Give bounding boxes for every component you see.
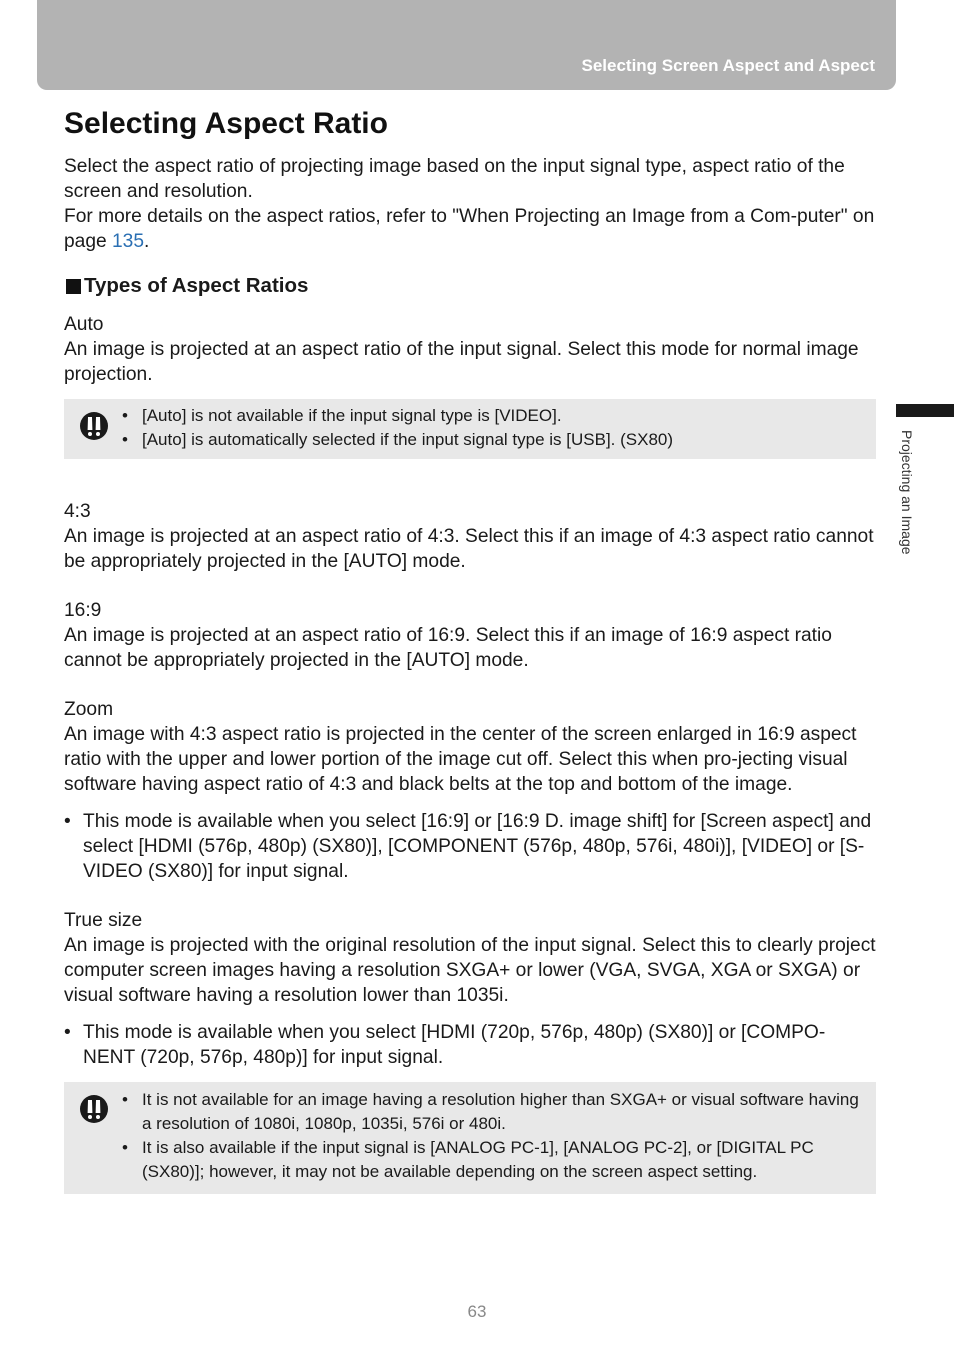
zoom-bullet-list bbox=[64, 809, 876, 884]
desc-4-3: An image is projected at an aspect ratio of 4:3. Select this if an image of 4:3 aspect ratio cannot be appropriately projected in the [AUTO] mode. bbox=[64, 526, 874, 572]
caution-item: • It is not available for an image having a resolution higher than SXGA+ or visual software having a resolution of 1080i, 1080p, 1035i, 576i or 480i. bbox=[122, 1088, 866, 1136]
term-4-3: 4:3 bbox=[64, 501, 91, 522]
caution-list-true-size bbox=[122, 1088, 866, 1184]
term-16-9: 16:9 bbox=[64, 600, 102, 621]
desc-true-size: An image is projected with the original resolution of the input signal. Select this to clearly project computer screen images having a resolution SXGA+ or lower (VGA, SVGA, XGA or SXGA) or visual software having a resolution lower than 1035i. bbox=[64, 935, 876, 1006]
intro-paragraph-1: Select the aspect ratio of projecting image based on the input signal type, aspect ratio of the screen and resolution. bbox=[64, 156, 845, 202]
term-auto: Auto bbox=[64, 314, 104, 335]
chapter-side-label: Projecting an Image bbox=[899, 430, 915, 555]
section-heading-text: Types of Aspect Ratios bbox=[84, 274, 309, 297]
square-bullet-icon bbox=[66, 279, 81, 294]
term-true-size: True size bbox=[64, 910, 143, 931]
term-zoom: Zoom bbox=[64, 699, 114, 720]
desc-zoom: An image with 4:3 aspect ratio is projected in the center of the screen enlarged in 16:9 aspect ratio with the upper and lower portion of the image cut off. Select this when pro-jecting visual software having aspect ratio of 4:3 and black belts at the top and bottom of the image. bbox=[64, 724, 857, 795]
caution-item: • It is also available if the input signal is [ANALOG PC-1], [ANALOG PC-2], or [DIGITAL PC (SX80)]; however, it may not be available depending on the screen aspect setting. bbox=[122, 1136, 866, 1184]
true-size-bullet-list bbox=[64, 1020, 876, 1070]
page-reference-link[interactable]: 135 bbox=[112, 231, 145, 252]
intro-reference-text: For more details on the aspect ratios, refer to "When Projecting an Image from a Com-puter" on page bbox=[64, 206, 875, 252]
page-number: 63 bbox=[467, 1302, 487, 1321]
caution-note-auto bbox=[64, 399, 876, 459]
true-size-bullet: • This mode is available when you select [HDMI (720p, 576p, 480p) (SX80)] or [COMPO-NENT (720p, 576p, 480p)] for input signal. bbox=[64, 1020, 876, 1070]
caution-item: • [Auto] is automatically selected if the input signal type is [USB]. (SX80) bbox=[122, 428, 866, 452]
caution-icon bbox=[79, 411, 109, 441]
chapter-tab-marker bbox=[896, 404, 954, 417]
caution-list-auto bbox=[122, 404, 866, 452]
intro-paragraph-2 bbox=[64, 204, 876, 254]
page-content bbox=[64, 106, 876, 1194]
section-heading bbox=[64, 272, 876, 300]
page-title: Selecting Aspect Ratio bbox=[64, 107, 388, 140]
desc-16-9: An image is projected at an aspect ratio of 16:9. Select this if an image of 16:9 aspect ratio cannot be appropriately projected in the [AUTO] mode. bbox=[64, 625, 832, 671]
caution-icon bbox=[79, 1094, 109, 1124]
zoom-bullet: • This mode is available when you select [16:9] or [16:9 D. image shift] for [Screen aspect] and select [HDMI (576p, 480p) (SX80)], [COMPONENT (576p, 480p, 576i, 480i)], [VIDEO] or [S-VIDEO (SX80)] for input signal. bbox=[64, 809, 876, 884]
header-bar bbox=[37, 0, 896, 90]
intro-reference-suffix: . bbox=[144, 231, 150, 252]
desc-auto: An image is projected at an aspect ratio of the input signal. Select this mode for normal image projection. bbox=[64, 339, 859, 385]
caution-item: • [Auto] is not available if the input signal type is [VIDEO]. bbox=[122, 404, 866, 428]
running-header-title: Selecting Screen Aspect and Aspect bbox=[581, 56, 875, 75]
caution-note-true-size bbox=[64, 1082, 876, 1194]
